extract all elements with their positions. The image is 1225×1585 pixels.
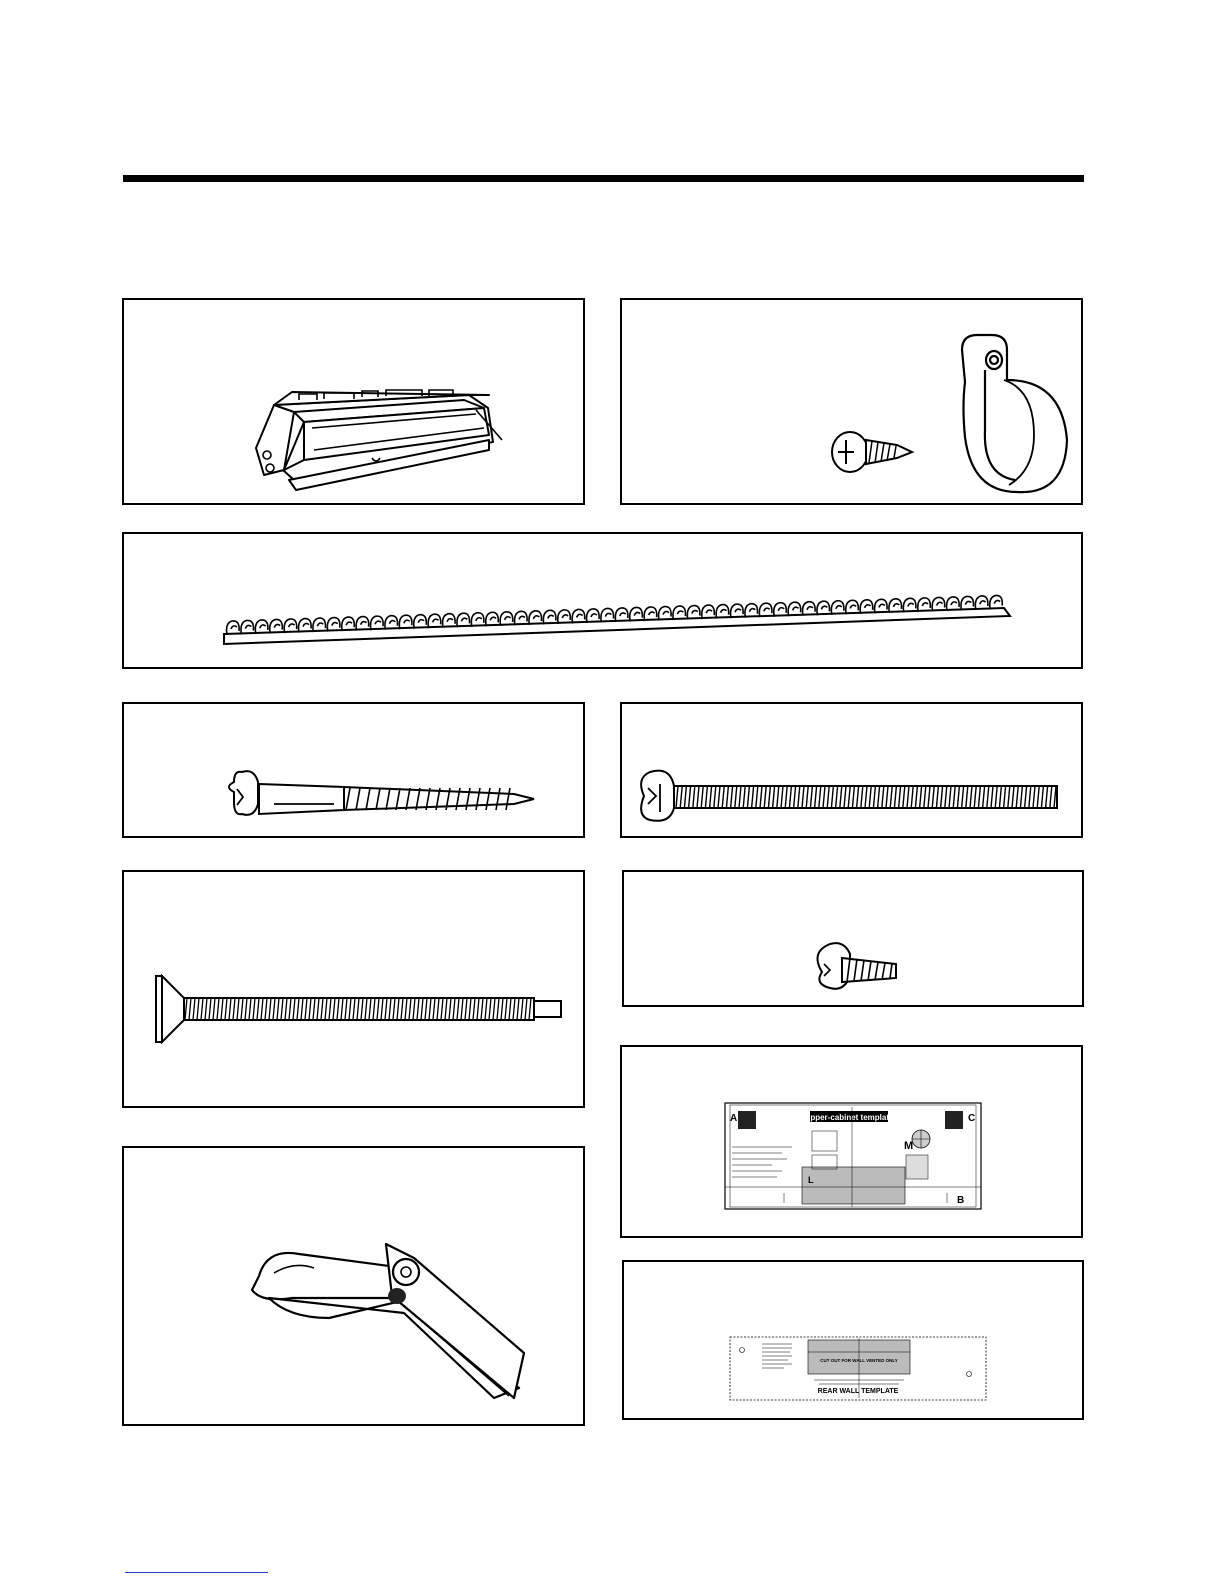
short-screw-illustration [624, 872, 1086, 1009]
part-panel-cable-strip [122, 532, 1083, 669]
upper-cabinet-template-illustration [622, 1047, 1085, 1240]
cable-strip-illustration [124, 534, 1085, 671]
long-bolt-illustration [622, 704, 1085, 840]
template-marker-a: A [730, 1113, 738, 1124]
header-rule [123, 175, 1084, 182]
toggle-bolt-illustration [124, 1148, 587, 1428]
part-panel-upper-cabinet-template [620, 1045, 1083, 1238]
part-panel-lag-screw [122, 702, 585, 838]
template-marker-c: C [968, 1113, 976, 1124]
rear-template-title: REAR WALL TEMPLATE [817, 1388, 899, 1395]
part-panel-exhaust-adapter [122, 298, 585, 505]
flat-head-screw-illustration [124, 872, 587, 1110]
upper-template-title: Upper-cabinet template [804, 1113, 894, 1122]
part-panel-toggle-bolt [122, 1146, 585, 1426]
lag-screw-illustration [124, 704, 587, 840]
template-marker-m: M [904, 1140, 914, 1152]
part-panel-flat-head-screw [122, 870, 585, 1108]
part-panel-short-screw [622, 870, 1084, 1007]
rear-wall-template-illustration [624, 1262, 1086, 1422]
rear-template-cutout-label: CUT OUT FOR WALL VENTED ONLY [820, 1358, 898, 1363]
template-marker-b: B [957, 1195, 965, 1206]
footer-underline [125, 1572, 268, 1573]
screw-clamp-illustration [622, 300, 1085, 507]
exhaust-adapter-illustration [124, 300, 587, 507]
template-marker-l: L [808, 1175, 814, 1185]
part-panel-screw-clamp [620, 298, 1083, 505]
part-panel-rear-wall-template [622, 1260, 1084, 1420]
part-panel-long-bolt [620, 702, 1083, 838]
